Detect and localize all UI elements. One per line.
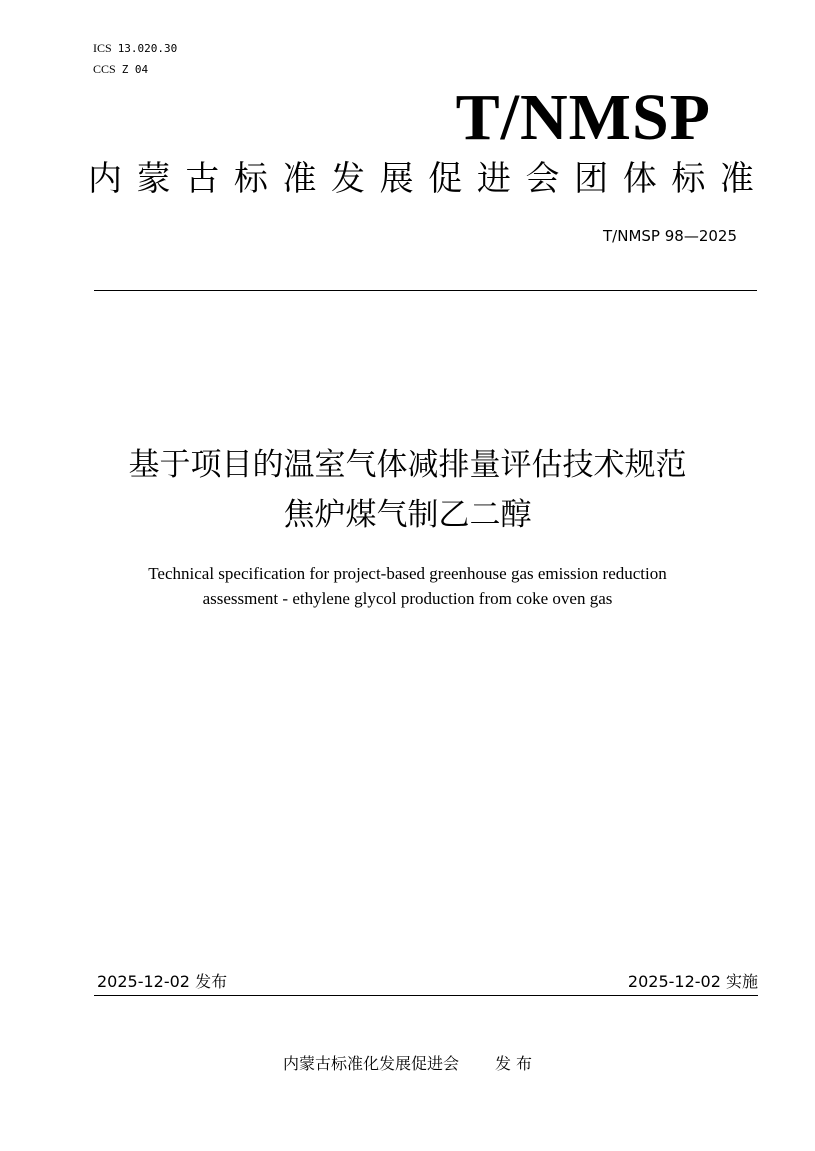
footer-divider [94, 995, 758, 996]
implement-date: 2025-12-02 实施 [627, 972, 758, 991]
standard-brand-mark: T/NMSP [455, 81, 711, 154]
org-title-char: 促 [428, 159, 463, 199]
org-title-char: 标 [233, 159, 268, 199]
header-divider [94, 290, 757, 291]
org-title-char: 会 [525, 159, 560, 199]
publisher-name: 内蒙古标准化发展促进会 [282, 1054, 459, 1073]
ics-code [93, 40, 177, 57]
publisher-action: 发 布 [494, 1054, 533, 1073]
org-title-char: 发 [331, 159, 366, 199]
title-english-line1: Technical specification for project-based greenhouse gas emission reduction [148, 564, 667, 583]
ccs-value: Z 04 [121, 63, 149, 76]
ccs-label: CCS [93, 62, 116, 76]
org-title-char: 标 [671, 159, 706, 199]
org-title-char: 准 [282, 159, 317, 199]
org-title-char: 进 [476, 159, 511, 199]
org-title-char: 内 [88, 159, 122, 199]
ccs-code [93, 61, 148, 78]
ics-value: 13.020.30 [117, 42, 178, 55]
org-title-char: 准 [719, 159, 754, 199]
title-chinese-line2: 焦炉煤气制乙二醇 [283, 497, 532, 533]
org-title-char: 古 [185, 159, 220, 199]
organization-title [88, 158, 754, 200]
org-title-char: 蒙 [136, 159, 171, 199]
title-chinese-line1: 基于项目的温室气体减排量评估技术规范 [128, 447, 687, 483]
title-english-line2: assessment - ethylene glycol production from coke oven gas [202, 589, 613, 608]
publisher-line [0, 1053, 815, 1075]
org-title-char: 体 [622, 159, 657, 199]
standard-number: T/NMSP 98—2025 [603, 227, 737, 245]
publish-date: 2025-12-02 发布 [97, 972, 228, 991]
org-title-char: 展 [379, 159, 414, 199]
ics-label: ICS [93, 41, 112, 55]
org-title-char: 团 [574, 159, 609, 199]
